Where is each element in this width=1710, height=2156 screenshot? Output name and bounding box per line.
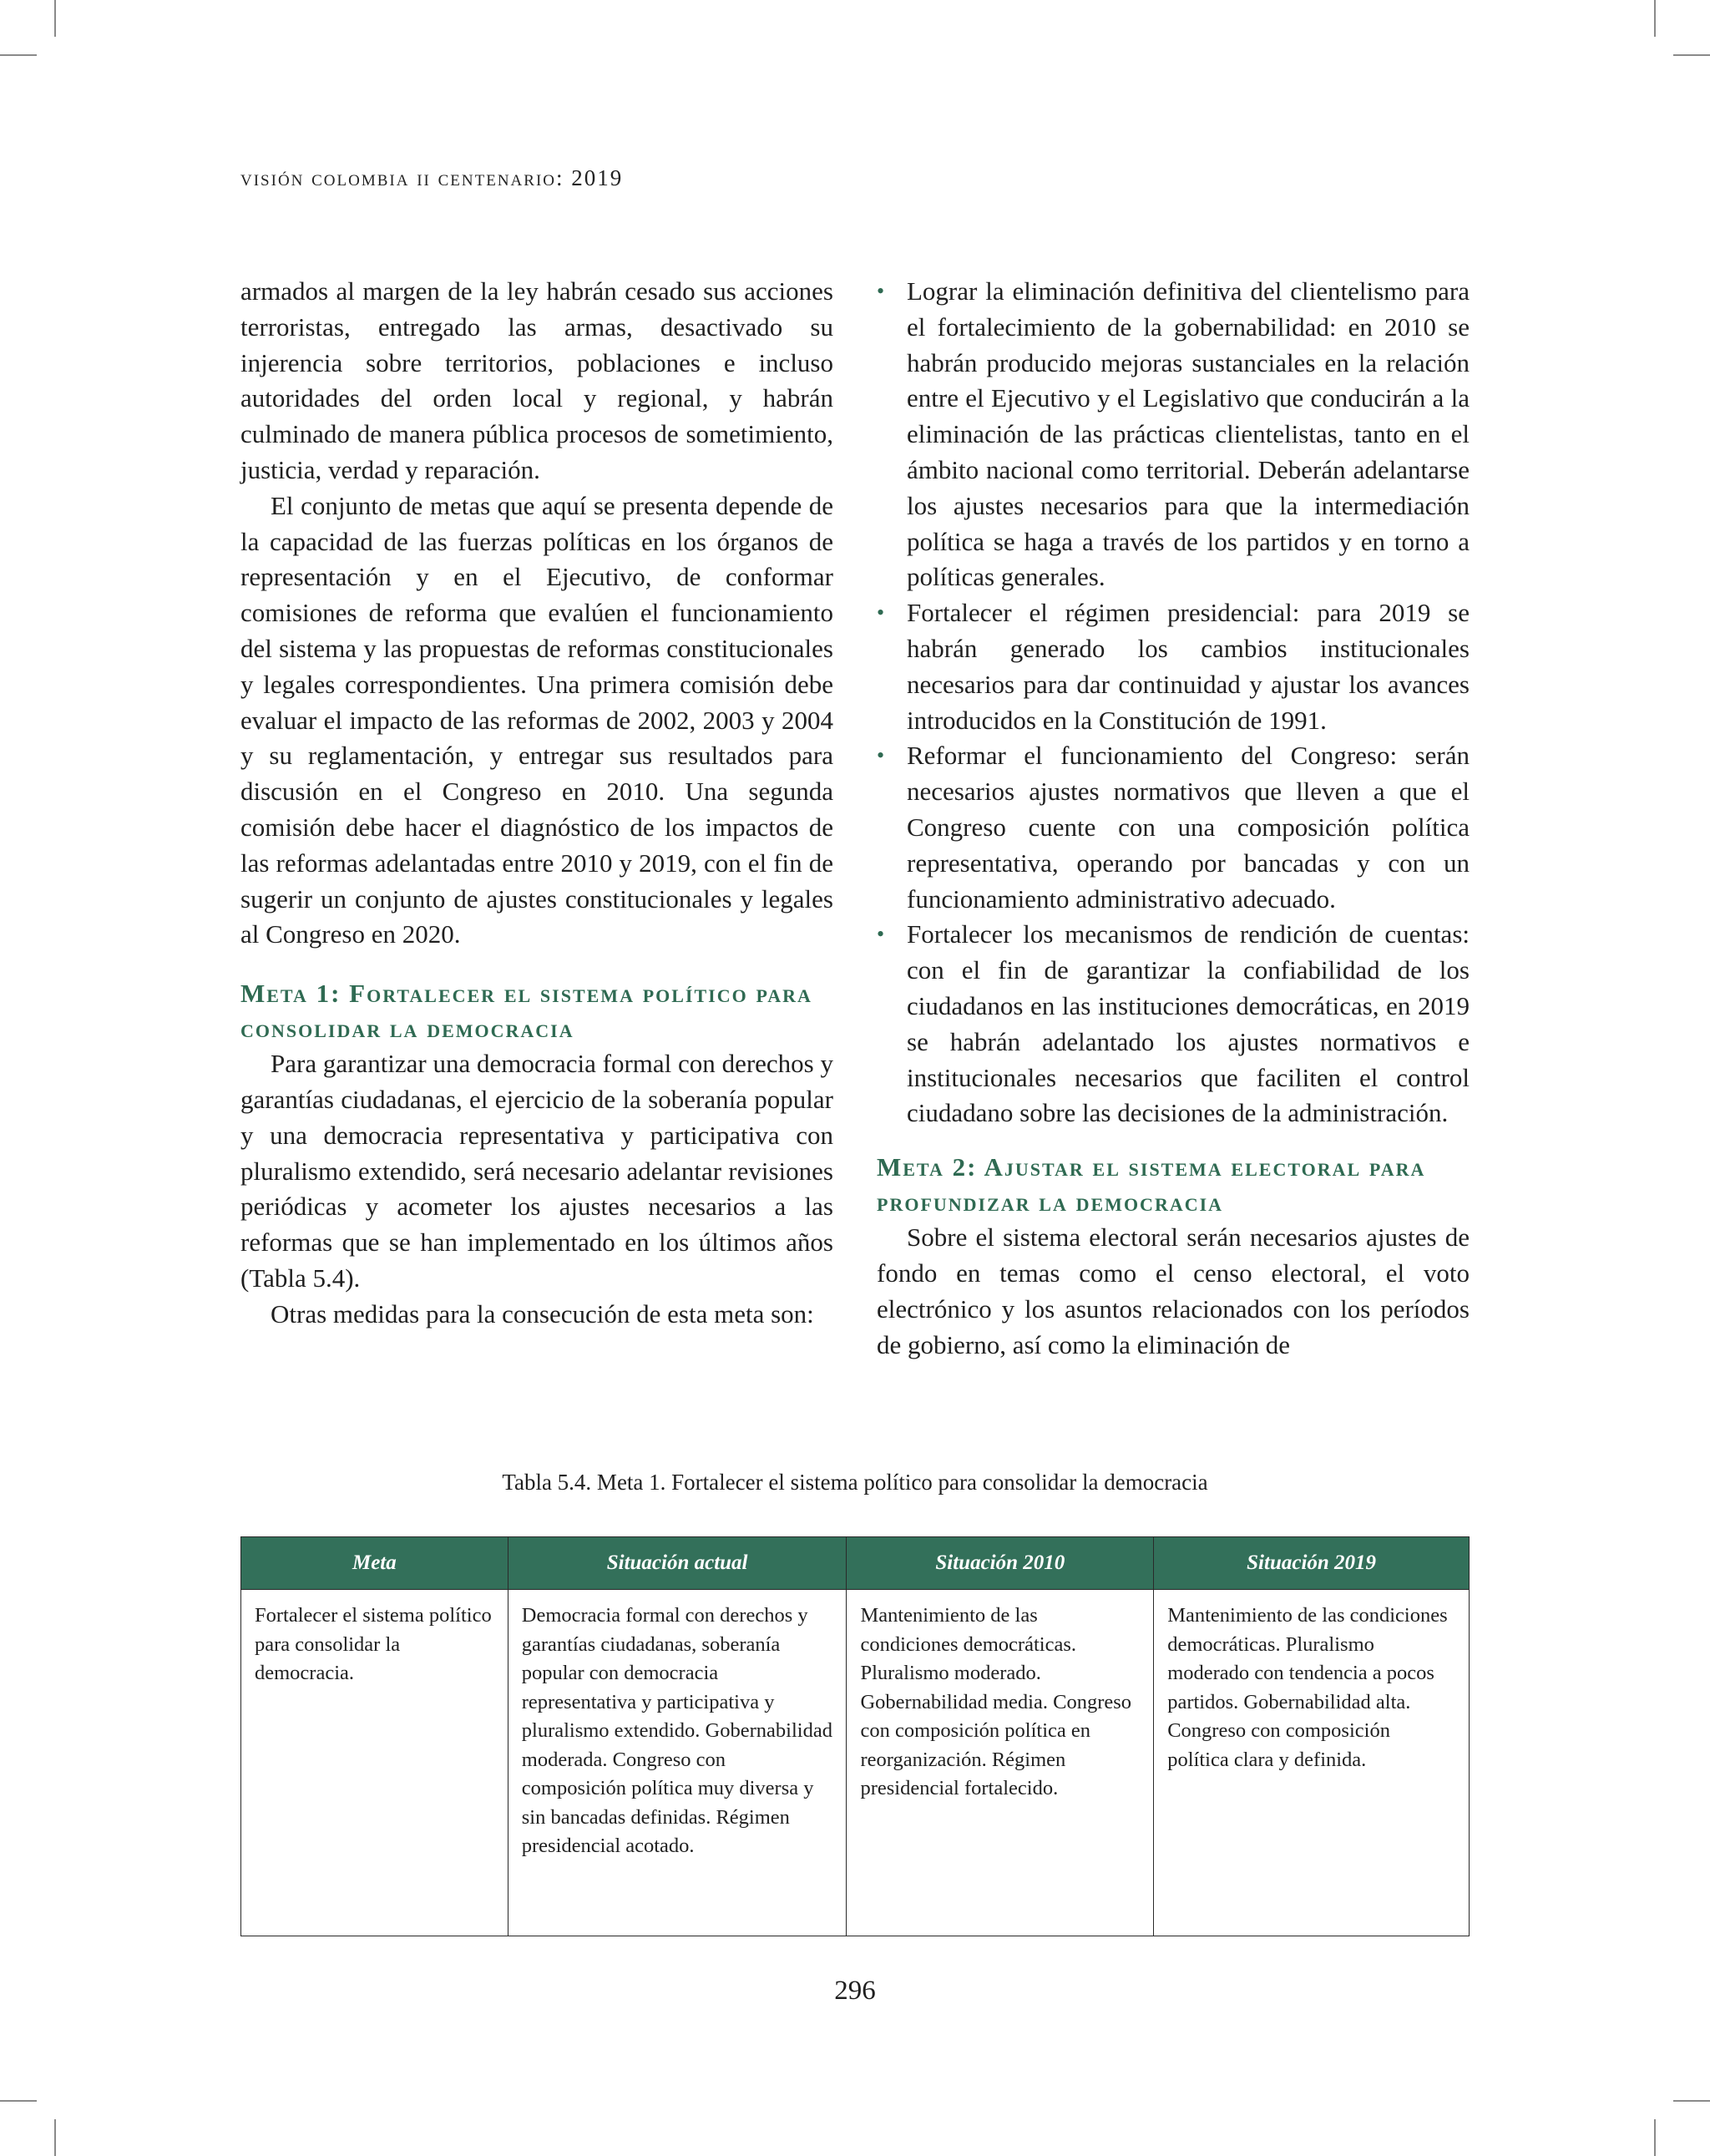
bullet-icon: • — [877, 279, 885, 303]
column-header: Situación actual — [508, 1537, 847, 1590]
list-item-text: Lograr la eliminación definitiva del clientelismo para el fortalecimiento de la gobernabilidad: en 2010 se habrán producido mejoras sustanciales en la relación entre el Ejecutivo y el Legislativo que conducirán a la eliminación de las prácticas clientelistas, tanto en el ámbito nacional como territorial. Deberán adelantarse los ajustes necesarios para que la intermediación política se haga a través de los partidos y en torno a políticas generales. — [907, 276, 1470, 592]
paragraph: Otras medidas para la consecución de esta meta son: — [271, 1298, 814, 1329]
crop-mark — [54, 0, 56, 37]
section-heading: Meta 1: Fortalecer el sistema político para consolidar la democracia — [240, 979, 812, 1044]
crop-mark — [1673, 54, 1710, 56]
bullet-icon: • — [877, 743, 885, 768]
running-head: visión colombia ii centenario: 2019 — [240, 165, 624, 190]
right-column — [877, 274, 1470, 1363]
left-column — [240, 274, 833, 1333]
table-cell: Democracia formal con derechos y garantías ciudadanas, soberanía popular con democracia representativa y participativa y pluralismo extendido. Gobernabilidad moderada. Congreso con composición política muy diversa y sin bancadas definidas. Régimen presidencial acotado. — [508, 1590, 847, 1936]
table-caption: Tabla 5.4. Meta 1. Fortalecer el sistema político para consolidar la democracia — [502, 1470, 1208, 1495]
table-cell: Mantenimiento de las condiciones democráticas. Pluralismo moderado con tendencia a pocos partidos. Gobernabilidad alta. Congreso con composición política clara y definida. — [1154, 1590, 1470, 1936]
list-item — [877, 738, 1470, 917]
table-cell: Fortalecer el sistema político para consolidar la democracia. — [241, 1590, 508, 1936]
section-heading: Meta 2: Ajustar el sistema electoral para profundizar la democracia — [877, 1152, 1426, 1217]
crop-mark — [1673, 2100, 1710, 2102]
list-item-text: Fortalecer el régimen presidencial: para 2019 se habrán generado los cambios institucionales necesarios para dar continuidad y ajustar los avances introducidos en la Constitución de 1991. — [907, 598, 1470, 735]
table-row — [241, 1590, 1470, 1936]
paragraph: armados al margen de la ley habrán cesado sus acciones terroristas, entregado las armas, desactivado su injerencia sobre territorios, poblaciones e incluso autoridades del orden local y regional, y habrán culminado de manera pública procesos de sometimiento, justicia, verdad y reparación. — [240, 276, 833, 484]
crop-mark — [54, 2119, 56, 2156]
bullet-icon: • — [877, 922, 885, 947]
table-header-row — [241, 1537, 1470, 1590]
list-item-text: Fortalecer los mecanismos de rendición de cuentas: con el fin de garantizar la confiabilidad de los ciudadanos en las instituciones democráticas, en 2019 se habrán adelantado los ajustes normativos e institucionales necesarios que faciliten el control ciudadano sobre las decisiones de la administración. — [907, 919, 1470, 1128]
column-header: Situación 2010 — [847, 1537, 1154, 1590]
crop-mark — [0, 54, 37, 56]
paragraph: Para garantizar una democracia formal con derechos y garantías ciudadanas, el ejercicio de la soberanía popular y una democracia representativa y participativa con pluralismo extendido, será necesario adelantar revisiones periódicas y acometer los ajustes necesarios a las reformas que se han implementado en los últimos años (Tabla 5.4). — [240, 1049, 833, 1293]
paragraph: El conjunto de metas que aquí se presenta depende de la capacidad de las fuerzas políticas en los órganos de representación y en el Ejecutivo, de conformar comisiones de reforma que evalúen el funcionamiento del sistema y las propuestas de reformas constitucionales y legales correspondientes. Una primera comisión debe evaluar el impacto de las reformas de 2002, 2003 y 2004 y su reglamentación, y entregar sus resultados para discusión en el Congreso en 2010. Una segunda comisión debe hacer el diagnóstico de los impactos de las reformas adelantadas entre 2010 y 2019, con el fin de sugerir un conjunto de ajustes constitucionales y legales al Congreso en 2020. — [240, 490, 833, 949]
bullet-list — [877, 274, 1470, 1131]
list-item — [877, 274, 1470, 595]
goals-table — [240, 1536, 1470, 1936]
page-number: 296 — [834, 1976, 876, 2006]
crop-mark — [1654, 2119, 1656, 2156]
column-header: Meta — [241, 1537, 508, 1590]
list-item-text: Reformar el funcionamiento del Congreso: serán necesarios ajustes normativos que lleven a que el Congreso cuente con una composición política representativa, operando por bancadas y con un funcionamiento administrativo adecuado. — [907, 741, 1470, 914]
crop-mark — [1654, 0, 1656, 37]
column-header: Situación 2019 — [1154, 1537, 1470, 1590]
paragraph: Sobre el sistema electoral serán necesarios ajustes de fondo en temas como el censo electoral, el voto electrónico y los asuntos relacionados con los períodos de gobierno, así como la eliminación de — [877, 1222, 1470, 1359]
crop-mark — [0, 2100, 37, 2102]
list-item — [877, 917, 1470, 1131]
bullet-icon: • — [877, 600, 885, 625]
table-cell: Mantenimiento de las condiciones democráticas. Pluralismo moderado. Gobernabilidad media. Congreso con composición política en reorganización. Régimen presidencial fortalecido. — [847, 1590, 1154, 1936]
list-item — [877, 595, 1470, 738]
